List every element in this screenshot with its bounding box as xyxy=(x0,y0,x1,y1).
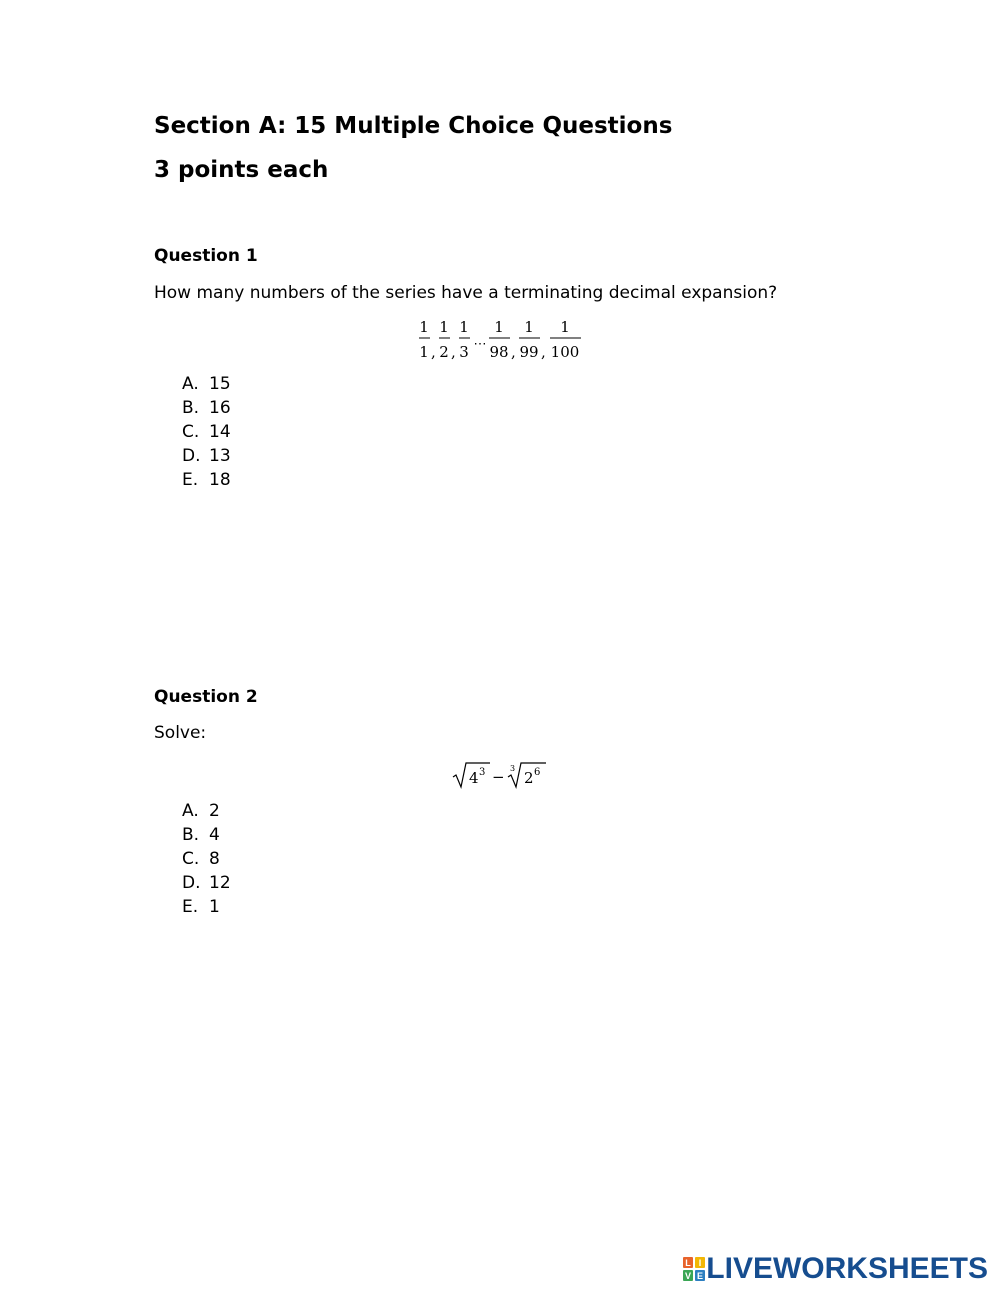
fraction-3-denominator: 3 xyxy=(459,343,469,361)
liveworksheets-wordmark: LIVEWORKSHEETS xyxy=(706,1252,988,1285)
fraction-4-denominator: 98 xyxy=(489,343,509,361)
logo-letter-e: E xyxy=(697,1271,704,1281)
question-1-prompt: How many numbers of the series have a terminating decimal expansion? xyxy=(154,283,778,303)
section-title: Section A: 15 Multiple Choice Questions xyxy=(154,113,673,139)
logo-letter-i: I xyxy=(699,1258,702,1268)
question-1-formula xyxy=(410,312,590,368)
option-b[interactable]: B. 16 xyxy=(182,398,231,418)
option-d[interactable]: D. 13 xyxy=(182,446,231,466)
logo-letter-l: L xyxy=(685,1258,692,1268)
fraction-3-numerator: 1 xyxy=(459,318,469,336)
exponent-2: 6 xyxy=(534,767,541,778)
fraction-5-denominator: 99 xyxy=(519,343,539,361)
option-d[interactable]: D. 12 xyxy=(182,873,231,893)
fraction-6-numerator: 1 xyxy=(560,318,570,336)
section-subtitle: 3 points each xyxy=(154,157,329,183)
option-a[interactable]: A. 15 xyxy=(182,374,231,394)
question-2-options xyxy=(182,799,231,919)
question-2-formula xyxy=(450,758,555,792)
option-b[interactable]: B. 4 xyxy=(182,825,220,845)
question-1-options xyxy=(182,372,231,492)
fraction-4-numerator: 1 xyxy=(494,318,504,336)
logo-letter-v: V xyxy=(685,1271,692,1281)
ellipsis: ⋯ xyxy=(473,337,487,352)
comma: , xyxy=(451,343,456,361)
question-2-title: Question 2 xyxy=(154,687,258,707)
exponent-1: 3 xyxy=(479,767,486,778)
fraction-5-numerator: 1 xyxy=(524,318,534,336)
live-blocks-icon xyxy=(682,1256,706,1282)
option-e[interactable]: E. 1 xyxy=(182,897,220,917)
option-c[interactable]: C. 14 xyxy=(182,422,231,442)
comma: , xyxy=(431,343,436,361)
fraction-2-numerator: 1 xyxy=(439,318,449,336)
fraction-6-denominator: 100 xyxy=(550,343,580,361)
option-e[interactable]: E. 18 xyxy=(182,470,231,490)
question-2-prompt: Solve: xyxy=(154,723,207,743)
fraction-2-denominator: 2 xyxy=(439,343,449,361)
base-1: 4 xyxy=(469,769,479,787)
fraction-1-denominator: 1 xyxy=(419,343,429,361)
base-2: 2 xyxy=(524,769,534,787)
option-c[interactable]: C. 8 xyxy=(182,849,220,869)
root-index: 3 xyxy=(510,764,516,773)
comma: , xyxy=(541,343,546,361)
option-a[interactable]: A. 2 xyxy=(182,801,220,821)
liveworksheets-logo[interactable] xyxy=(682,1252,988,1286)
fraction-1-numerator: 1 xyxy=(419,318,429,336)
question-1-title: Question 1 xyxy=(154,246,258,266)
minus-sign: − xyxy=(492,768,505,786)
comma: , xyxy=(511,343,516,361)
